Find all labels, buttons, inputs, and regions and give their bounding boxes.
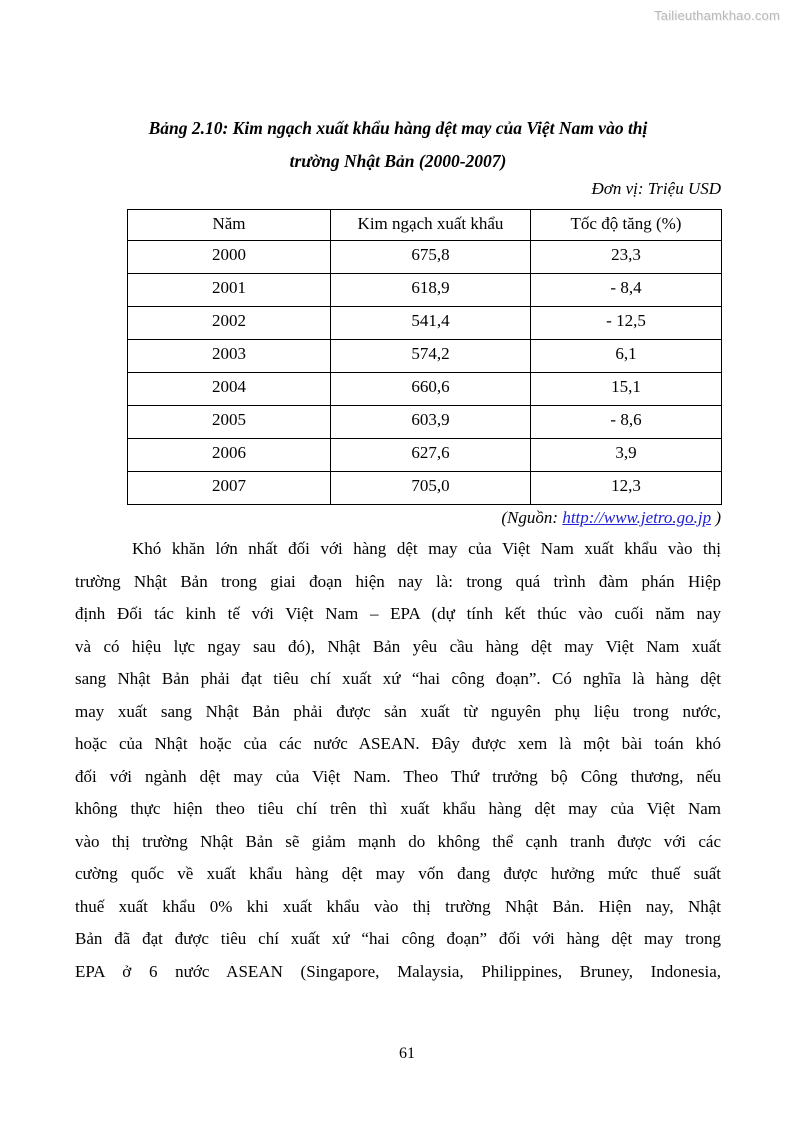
table-row — [128, 373, 722, 406]
table-cell-turnover: 705,0 — [331, 472, 531, 505]
table-cell-growth: - 8,6 — [531, 406, 722, 439]
table-row — [128, 307, 722, 340]
paragraph-line: định Đối tác kinh tế với Việt Nam – EPA (dự tính kết thúc vào cuối năm nay — [75, 604, 721, 623]
table-cell-turnover: 660,6 — [331, 373, 531, 406]
table-cell-year: 2001 — [128, 274, 331, 307]
paragraph-line: trường Nhật Bản trong giai đoạn hiện nay là: trong quá trình đàm phán Hiệp — [75, 571, 721, 591]
paragraph-line: vào thị trường Nhật Bản sẽ giảm mạnh do không thể cạnh tranh được với các — [75, 831, 721, 851]
table-header-year: Năm — [128, 210, 331, 241]
table-cell-growth: - 12,5 — [531, 307, 722, 340]
table-header-growth: Tốc độ tăng (%) — [531, 210, 722, 241]
table-title — [75, 112, 721, 178]
table-cell-year: 2002 — [128, 307, 331, 340]
source-note — [75, 507, 721, 529]
paragraph-line: EPA ở 6 nước ASEAN (Singapore, Malaysia, Philippines, Bruney, Indonesia, — [75, 961, 721, 981]
table-header-turnover: Kim ngạch xuất khẩu — [331, 210, 531, 241]
data-table — [127, 209, 722, 505]
paragraph-line: không thực hiện theo tiêu chí trên thì xuất khẩu hàng dệt may của Việt Nam — [75, 799, 721, 818]
table-cell-growth: - 8,4 — [531, 274, 722, 307]
source-link[interactable]: http://www.jetro.go.jp — [562, 508, 712, 527]
source-suffix: ) — [711, 508, 721, 527]
page-content — [75, 0, 721, 988]
table-cell-year: 2006 — [128, 439, 331, 472]
paragraph-line: Bản đã đạt được tiêu chí xuất xứ “hai công đoạn” đối với hàng dệt may trong — [75, 929, 721, 948]
page-number: 61 — [399, 1045, 415, 1062]
table-row — [128, 406, 722, 439]
source-prefix: (Nguồn: — [501, 508, 563, 527]
paragraph-line: cường quốc về xuất khẩu hàng dệt may vốn đang được hưởng mức thuế suất — [75, 864, 721, 883]
body-paragraph — [75, 533, 721, 988]
table-cell-growth: 3,9 — [531, 439, 722, 472]
table-cell-year: 2003 — [128, 340, 331, 373]
table-row — [128, 241, 722, 274]
table-cell-turnover: 618,9 — [331, 274, 531, 307]
table-cell-year: 2007 — [128, 472, 331, 505]
watermark: Tailieuthamkhao.com — [654, 8, 780, 23]
table-cell-year: 2004 — [128, 373, 331, 406]
paragraph-line: và có hiệu lực ngay sau đó), Nhật Bản yêu cầu hàng dệt may Việt Nam xuất — [75, 636, 721, 656]
table-title-line1: Bảng 2.10: Kim ngạch xuất khẩu hàng dệt may của Việt Nam vào thị — [148, 118, 648, 138]
unit-note: Đơn vị: Triệu USD — [591, 179, 721, 198]
paragraph-line: may xuất sang Nhật Bản phải được sản xuất từ nguyên phụ liệu trong nước, — [75, 701, 721, 721]
table-cell-growth: 6,1 — [531, 340, 722, 373]
table-row — [128, 274, 722, 307]
paragraph-line: thuế xuất khẩu 0% khi xuất khẩu vào thị trường Nhật Bản. Hiện nay, Nhật — [75, 896, 721, 916]
paragraph-line: sang Nhật Bản phải đạt tiêu chí xuất xứ “hai công đoạn”. Có nghĩa là hàng dệt — [75, 669, 721, 688]
table-cell-growth: 15,1 — [531, 373, 722, 406]
table-header-row — [128, 210, 722, 241]
table-row — [128, 439, 722, 472]
table-cell-turnover: 541,4 — [331, 307, 531, 340]
table-row — [128, 472, 722, 505]
table-cell-turnover: 574,2 — [331, 340, 531, 373]
table-cell-turnover: 627,6 — [331, 439, 531, 472]
table-cell-year: 2000 — [128, 241, 331, 274]
table-cell-turnover: 675,8 — [331, 241, 531, 274]
table-title-line2: trường Nhật Bản (2000-2007) — [289, 151, 507, 171]
table-cell-turnover: 603,9 — [331, 406, 531, 439]
table-cell-growth: 12,3 — [531, 472, 722, 505]
paragraph-line: Khó khăn lớn nhất đối với hàng dệt may của Việt Nam xuất khẩu vào thị — [132, 539, 721, 558]
paragraph-line: đối với ngành dệt may của Việt Nam. Theo Thứ trưởng bộ Công thương, nếu — [75, 766, 721, 786]
table-cell-year: 2005 — [128, 406, 331, 439]
table-row — [128, 340, 722, 373]
table-cell-growth: 23,3 — [531, 241, 722, 274]
paragraph-line: hoặc của Nhật hoặc của các nước ASEAN. Đây được xem là một bài toán khó — [75, 734, 721, 753]
